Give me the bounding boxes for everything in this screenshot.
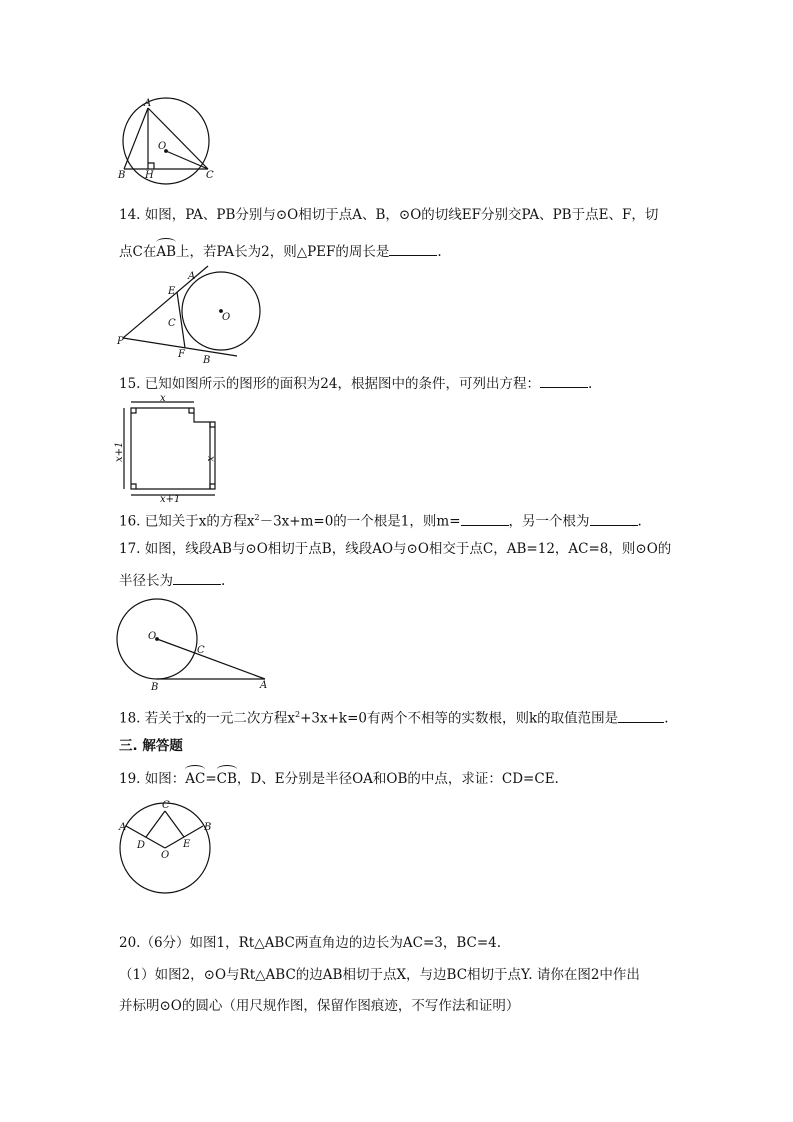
segment-ab xyxy=(124,108,148,169)
section-heading: 三. 解答题 xyxy=(119,738,183,754)
q17-line1: 17. 如图，线段AB与⊙O相切于点B，线段AO与⊙O相交于点C，AB=12，AC=8，则⊙O的 xyxy=(119,541,672,557)
label-a: A xyxy=(144,98,152,109)
q17-line2 xyxy=(119,570,225,591)
label-p: P xyxy=(117,336,124,347)
q16-blank-m[interactable] xyxy=(461,511,509,526)
q17-end: . xyxy=(221,573,226,589)
q14-line1: 14. 如图，PA、PB分别与⊙O相切于点A、B，⊙O的切线EF分别交PA、PB于点E、F，切 xyxy=(119,207,659,223)
q16-blank-root[interactable] xyxy=(590,511,638,526)
q16-exponent: 2 xyxy=(254,513,260,522)
label-f: F xyxy=(178,349,185,360)
q18-exponent: 2 xyxy=(295,710,301,719)
label-h: H xyxy=(145,170,154,181)
label-a: A xyxy=(260,680,268,691)
label-c: C xyxy=(206,170,214,181)
label-e: E xyxy=(183,839,191,850)
q15-line xyxy=(119,373,592,394)
q14-answer-blank[interactable] xyxy=(389,241,437,256)
q20-line1: 20.（6分）如图1，Rt△ABC两直角边的边长为AC=3，BC=4. xyxy=(119,935,502,951)
label-b: B xyxy=(118,170,126,181)
label-e: E xyxy=(168,286,176,297)
arc-ac: AC xyxy=(185,765,205,789)
label-x-plus-1-left: x+1 xyxy=(114,441,125,462)
figure-13-diagram xyxy=(118,98,218,180)
q19-pre: 19. 如图： xyxy=(119,771,186,787)
q15-text: 15. 已知如图所示的图形的面积为24，根据图中的条件，可列出方程： xyxy=(119,376,540,392)
right-angle-mark xyxy=(148,163,154,169)
arc-ab: AB xyxy=(156,238,176,262)
q19-line xyxy=(119,765,559,789)
q16-end: . xyxy=(637,513,642,530)
label-d: D xyxy=(137,840,146,851)
q18-answer-blank[interactable] xyxy=(618,708,664,723)
figure-19-diagram xyxy=(117,796,222,896)
q15-answer-blank[interactable] xyxy=(540,373,588,388)
label-x-plus-1-bottom: x+1 xyxy=(160,494,181,505)
q18-text2: +3x+k=0有两个不相等的实数根，则k的取值范围是 xyxy=(300,710,619,727)
corner-mark-4 xyxy=(131,484,136,489)
q18-end: . xyxy=(664,710,669,727)
label-b: B xyxy=(204,822,212,833)
label-x-top: x xyxy=(160,393,166,404)
corner-mark-1 xyxy=(131,408,136,413)
label-c: C xyxy=(168,318,176,329)
label-c: C xyxy=(162,800,170,811)
label-b: B xyxy=(151,682,159,693)
corner-mark-5 xyxy=(210,484,215,489)
figure-15-diagram xyxy=(114,393,220,505)
q16-text2: －3x+m=0的一个根是1，则m= xyxy=(259,513,461,530)
l-shape xyxy=(131,408,215,489)
q20-line2: （1）如图2，⊙O与Rt△ABC的边AB相切于点X，与边BC相切于点Y. 请你在图2中作出 xyxy=(119,967,640,983)
segment-ce xyxy=(165,811,184,837)
label-a: A xyxy=(188,271,196,282)
label-o: O xyxy=(161,850,170,861)
label-o: O xyxy=(148,631,157,642)
q20-line3: 并标明⊙O的圆心（用尺规作图，保留作图痕迹，不写作法和证明） xyxy=(119,998,520,1014)
figure-17-diagram xyxy=(117,599,277,691)
corner-mark-3 xyxy=(210,422,215,427)
radius-oa xyxy=(126,826,165,848)
q18-line xyxy=(119,705,668,729)
q19-eq: = xyxy=(205,771,217,787)
q18-text1: 18. 若关于x的一元二次方程x xyxy=(119,710,295,727)
q14-text-post: 上，若PA长为2，则△PEF的周长是 xyxy=(176,244,390,260)
q16-text1: 16. 已知关于x的方程x xyxy=(119,513,255,530)
q15-end: . xyxy=(587,376,593,392)
q19-post: ，D、E分别是半径OA和OB的中点，求证：CD=CE. xyxy=(236,771,559,787)
label-c: C xyxy=(197,645,205,656)
corner-mark-2 xyxy=(189,408,194,413)
q16-line xyxy=(119,508,642,532)
tangent-pa xyxy=(123,266,208,338)
segment-ao xyxy=(157,639,265,679)
arc-cb: CB xyxy=(217,765,237,789)
label-o: O xyxy=(222,312,231,323)
segment-cd xyxy=(146,811,165,837)
q16-mid: ，另一个根为 xyxy=(508,513,590,530)
q17-text: 半径长为 xyxy=(119,573,173,589)
q14-end: . xyxy=(437,244,442,260)
segment-ac xyxy=(148,108,208,169)
q14-text-pre: 点C在 xyxy=(119,244,157,260)
figure-14-diagram xyxy=(115,266,275,366)
label-o: O xyxy=(158,141,167,152)
q17-answer-blank[interactable] xyxy=(173,570,221,585)
segment-oc xyxy=(166,151,208,169)
q14-line2 xyxy=(119,238,442,262)
label-x-right: x xyxy=(205,456,216,462)
label-a: A xyxy=(119,822,127,833)
label-b: B xyxy=(203,355,211,366)
